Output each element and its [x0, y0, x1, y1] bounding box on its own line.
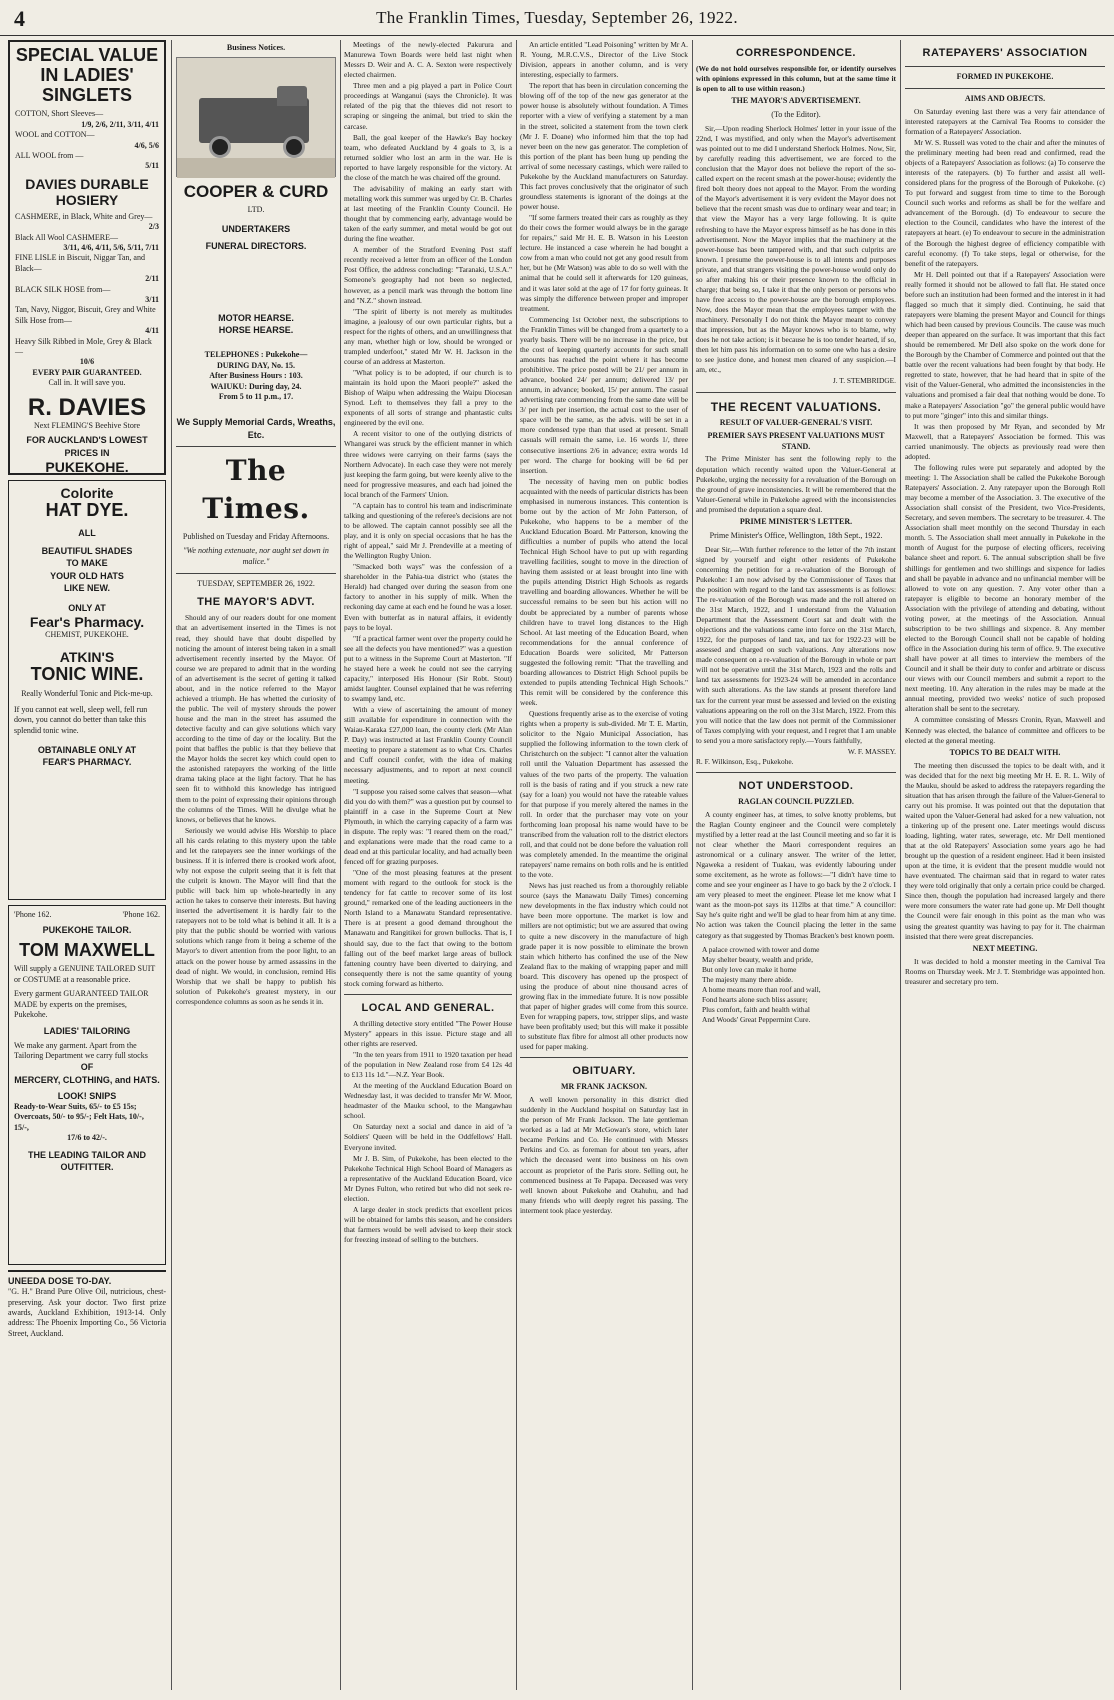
- verse-line: A palace crowned with tower and dome: [702, 944, 820, 954]
- ad-line: HORSE HEARSE.: [218, 325, 294, 336]
- ad-price: 4/11: [145, 326, 159, 336]
- news-paragraph: It was then proposed by Mr Ryan, and seconded by Mr Maxwell, that a Ratepayers' Association be formed. This was carried unanimously. The objects as previously read were then adopted.: [905, 421, 1105, 461]
- not-understood-title: NOT UNDERSTOOD.: [738, 779, 854, 792]
- ad-line: FINE LISLE in Biscuit, Niggar Tan, and Black—: [15, 253, 145, 273]
- ad-line: Fear's Pharmacy.: [29, 614, 145, 631]
- telephone-line: DURING DAY, No. 15.: [216, 360, 296, 370]
- news-paragraph: On Saturday evening last there was a very fair attendance of interested ratepayers at the Carnival Tea Rooms to consider the formation of a Ratepayers' Association.: [905, 106, 1105, 136]
- newspaper-header: The Franklin Times, Tuesday, September 26, 1922.: [376, 8, 738, 27]
- telephone-line: From 5 to 11 p.m., 17.: [218, 391, 294, 401]
- ratepayers-subtitle: AIMS AND OBJECTS.: [964, 93, 1046, 103]
- ad-line: ONLY AT: [68, 603, 106, 614]
- ad-phone: 'Phone 162.: [122, 910, 160, 919]
- ad-line: FEAR'S PHARMACY.: [42, 757, 132, 768]
- news-paragraph: The following rules were put separately and adopted by the meeting: 1. The Association shall be called the Pukekohe Borough Ratepayers' Association. 2. Any ratepayer upon the Borough Roll may become a member of the Association. 3. The executive of the Association shall consist of the President, two Vice-Presidents, Secretary, and seven members. The secretary to be treasurer. 4. The Association shall meet monthly on the second Thursday in each month. 5. The Association shall meet annually in Pukekohe in the month of August for the purpose of electing officers, receiving balance sheet and report. 6. The annual subscription shall be five shillings for gentlemen and two shillings and sixpence for ladies and shall be payable in advance and no unfinancial member will be allowed to vote on any question. 7. Any voter other than a ratepayer is eligible to become an honorary member of the Association with the privilege of attending and debating, without voting power, at the meetings of the Association. Annual subscription to be two shillings and sixpence. 8. Any member elected to the Borough Council shall not be capable of holding office in the Association during his term of office. 9. The executive shall have power at all times to interview the members of the Council and it shall be their duty to confer and arbitrate or discuss our views with our Council members and submit a report to the next meeting. 10. Any alteration in the rules may be made at the annual meeting, provided two weeks' notice of such proposed alteration shall be sent to the secretary.: [905, 462, 1105, 714]
- verse-line: Fond hearts alone such bliss assure;: [702, 994, 808, 1004]
- not-understood-subtitle: RAGLAN COUNCIL PUZZLED.: [738, 796, 854, 806]
- ad-line: Colorite: [60, 485, 114, 501]
- ad-line: Ready-to-Wear Suits, 65/- to £5 15s; Overcoats, 50/- to 95/-; Felt Hats, 10/-, 15/-,: [14, 1102, 144, 1132]
- ad-line: YOUR OLD HATS: [50, 570, 124, 581]
- telephone-line: TELEPHONES : Pukekohe—: [204, 350, 308, 360]
- news-paragraph: A large dealer in stock predicts that excellent prices will be obtained for lambs this season, and he considers that farmers would be well advised to keep their stock for freezing instead of selling to the butchers.: [344, 1204, 512, 1245]
- ad-brand: DAVIES DURABLE HOSIERY: [25, 175, 149, 208]
- ad-headline: HAT DYE.: [45, 500, 129, 521]
- column-rule: [516, 40, 517, 1690]
- ad-line: LADIES' TAILORING: [43, 1026, 131, 1037]
- ad-price: 2/11: [145, 274, 159, 284]
- news-paragraph: The advisability of making an early start with metalling work this summer was urged by Cr. B. Charles at last meeting of the Franklin County Council. He thought that by commencing early, advantage would be taken of the early summer, and metal would be got out during the fine weather.: [344, 183, 512, 244]
- ad-price: 3/11: [145, 295, 159, 305]
- page-number: 4: [14, 6, 25, 31]
- news-paragraph: The Prime Minister has sent the following reply to the deputation which recently waited upon the Valuer-General at Pukekohe, urging the necessity for a revaluation of the Borough on the ground of grave inconsistencies. It will be remembered that the Valuer-General while in Pukekohe agreed with the inconsistencies and promised the deputation a square deal.: [696, 454, 896, 514]
- ad-line: BEAUTIFUL SHADES: [41, 546, 133, 557]
- ad-line: 17/6 to 42/-.: [67, 1133, 107, 1143]
- ad-line: OBTAINABLE ONLY AT: [37, 745, 137, 756]
- news-paragraph: A committee consisting of Messrs Cronin, Ryan, Maxwell and Kennedy was elected, the balance of committee and officers to be elected at the general meeting.: [905, 715, 1105, 745]
- column-rule: [171, 40, 172, 1690]
- advert-verse: [696, 945, 896, 1026]
- fears-pharmacy-advert: [8, 480, 166, 900]
- letter-recipient: R. F. Wilkinson, Esq., Pukekohe.: [696, 756, 794, 766]
- correspondence-title: CORRESPONDENCE.: [736, 47, 856, 59]
- times-logo: The Times.: [202, 453, 310, 525]
- ad-line: ATKIN'S: [59, 648, 115, 665]
- hearse-illustration: [176, 57, 336, 177]
- news-paragraph: The report that has been in circulation concerning the blowing off of the top of the new gas generator at the power house is absolutely without foundation. A Times reporter with a view of verifying a statement by a man in the street, solicited a statement from the town clerk (Mr J. F. Doane) who informed him that the top had never been on the new gas generator. The completion of this portion of the plant has been hung up pending the arrival of some necessary castings, which were railed to Pukekohe by the Auckland manufacturers on Saturday. This fact proves conclusively that the originator of such groundless statements is ignorant of the doings at the power house.: [520, 81, 688, 211]
- ad-line: FUNERAL DIRECTORS.: [205, 240, 307, 251]
- news-paragraph: "If some farmers treated their cars as roughly as they do their cows the former would always be in the garage for repairs," said Mr H. E. B. Watson in his Leeston lecture. He instanced a case wherein he had bought a cow from a man who could not get any good result from her, but he (Mr Watson) was able to do so well with the animal that he could sell it afterwards for 120 guineas, and it was later sold at the age of 17 for forty guineas. It was simply the difference between proper and improper treatment.: [520, 213, 688, 313]
- correspondence-note: (We do not hold ourselves responsible for, or identify ourselves with opinions expressed in this column, but at the same time it is open to all to use within reason.): [696, 63, 896, 94]
- times-publication: Published on Tuesday and Friday Afternoons.: [182, 531, 330, 541]
- letter-salutation: (To the Editor).: [771, 110, 821, 120]
- ad-line: Tan, Navy, Niggor, Biscuit, Grey and White Silk Hose from—: [15, 305, 156, 325]
- ad-price: 3/11, 4/6, 4/11, 5/6, 5/11, 7/11: [63, 243, 159, 253]
- news-paragraph: The meeting then discussed the topics to be dealt with, and it was decided that for the next big meeting Mr H. E. R. L. Wily of the Mauku, should be asked to address the ratepayers regarding the situation that has arisen through the failure of the Valuer-General to carry out his promise. It was pointed out that the deputation that waited upon the Valuer-General had asked for a new valuation, not a tinkering up of the present one. Later meetings would discuss loading, lighting, water rates, sewerage, etc. Mr Dell mentioned that at the old Ratepayers' Association some years ago he had brought up the question of a resident engineer. Had it been insisted upon at the time, it is evident that the present muddle would not have eventuated. The chairman said that in regard to water rates they were told originally that only a certain price could be charged. Since then, though the population had increased largely and there were more consumers the water rate had gone up. Mr Dell thought the Council were fair enough in this point as the man who was using the greatest quantity was having to pay for it. The chairman insisted that there were great discrepancies.: [905, 760, 1105, 941]
- news-paragraph: A member of the Stratford Evening Post staff recently received a letter from an officer of the London Post Office, the address concluding: "Taranaki, U.S.A." Someone's geography had not been so neglected, however, as a pencil mark was through the bottom line and "N.Z." shown instead.: [344, 245, 512, 305]
- ad-line: CHEMIST, PUKEKOHE.: [45, 630, 129, 640]
- ad-line: We make any garment. Apart from the Tailoring Department we carry full stocks: [14, 1040, 148, 1060]
- news-paragraph: A county engineer has, at times, to solve knotty problems, but the Raglan County engineer and the Council were completely mystified by a letter read at the last Council meeting and so far it is not clear whether the Maori correspondent requires an astronomical or a culinary answer. The writer of the letter, Ngaweka a resident of Tuakau, was evidently labouring under some excitement, as he wrote as follows:—"I didn't have time to come and see your engineer as I have to go back by the 2 o'clock. I am very pleased to meet the engineer. Please let me know what I want as the moon-pot says its 112lbs at that time." A councillor: Say he's quite right and we'll be glad to hear from him at any time. No action was taken the Council placing the letter in the same category as that suggested by Thomas Bracken's best known poem.: [696, 809, 896, 940]
- ad-line: WOOL and COTTON—: [15, 130, 95, 140]
- ad-line: EVERY PAIR GUARANTEED.: [32, 367, 142, 377]
- ad-line: TO MAKE: [66, 558, 108, 569]
- ad-line: ALL WOOL from —: [15, 150, 84, 160]
- news-paragraph: "Smacked both ways" was the confession of a shareholder in the Pahia-tua district who (states the Herald) had changed over during the season from one factory to another in his supply of milk. When the reckoning day came at each end he found he was a loser. Even with butterfat as in natural affairs, it evidently pays to be loyal.: [344, 562, 512, 632]
- ratepayers-subtitle: FORMED IN PUKEKOHE.: [956, 71, 1054, 81]
- ad-price: 4/6, 5/6: [134, 140, 159, 150]
- news-paragraph: Mr H. Dell pointed out that if a Ratepayers' Association were really formed it should not be allowed to fall flat. He stated once before such an institution had been formed and the interest in it had flagged so much that it simply died. Continuing, he said that ratepayers were blaming the present Mayor and Council for things which had been caused by previous Councils. The cause was much deeper than appeared on the surface. It was important that this fact should be remembered. Mr Dell also spoke on the work done for the Borough by the Chamber of Commerce and pointed out that the battle over the recent valuations had been fought by that body. He regretted to state, however, that he had heard that in spite of the visit of the Valuer-General, who admitted the inconsistencies in the valuations and promised a fair deal that nothing would be done. To make a Ratepayers' Association "go" the general public would have to put more "ginger" into this and similar things.: [905, 269, 1105, 420]
- news-paragraph: Ball, the goal keeper of the Hawke's Bay hockey team, who defeated Auckland by 4 goals to 3, is a returned soldier who lost an arm in the war. He is reported to have largely responsible for the victory. At the close of the match he was chaired off the ground.: [344, 132, 512, 182]
- ad-line: Next FLEMING'S Beehive Store: [33, 420, 141, 430]
- news-paragraph: "What policy is to be adopted, if our church is to maintain its hold upon the Maori people?" asked the Bishop of Waipu when addressing the Waipu Diocesan Synod. Left to themselves they fall a prey to the exponents of all sorts of strange and phantastic cults engineered by the evil one.: [344, 368, 512, 428]
- column-3: [344, 40, 512, 1690]
- ad-line: Black All Wool CASHMERE—: [15, 232, 118, 242]
- letter-dateline: Prime Minister's Office, Wellington, 18th Sept., 1922.: [709, 530, 883, 540]
- verse-line: May shelter beauty, wealth and pride,: [702, 954, 813, 964]
- ad-phone: 'Phone 162.: [14, 910, 52, 919]
- column-rule: [900, 40, 901, 1690]
- firm-name: COOPER & CURD: [183, 181, 329, 201]
- letter-signature: J. T. STEMBRIDGE.: [832, 376, 896, 386]
- news-paragraph: The necessity of having men on public bodies acquainted with the needs of particular districts has been emphasised in numerous instances. This contention is borne out by the action of Mr John Patterson, of Pukekohe, who happens to be a member of the Auckland Education Board. Mr Patterson, knowing the difficulties a number of pupils who attend the local Technical High School have to put up with regarding travelling facilities, sought to move in the direction of having them assisted or at least brought into line with the pupils attending District High Schools as regards travelling and boarding allowances. Whether he will be successful remains to be seen but his action will no doubt be appreciated by a number of parents whose children have to travel long distances to the High School. At last meeting of the Education Board, when recommendations for the annual conference of Education Boards were solicited, Mr Patterson suggested the following remit: "That the travelling and boarding allowances to District High School pupils be extended to pupils attending Technical High Schools." This remit will be considered by the conference this week.: [520, 476, 688, 708]
- ad-line: PUKEKOHE.: [45, 458, 129, 475]
- ad-line: MOTOR HEARSE.: [218, 312, 294, 323]
- topics-title: TOPICS TO BE DEALT WITH.: [949, 747, 1061, 757]
- ad-line: Really Wonderful Tonic and Pick-me-up.: [21, 688, 153, 698]
- news-paragraph: "I suppose you raised some calves that season—what did you do with them?" was a question put by counsel to plaintiff in a case in the Supreme Court at New Plymouth, in which the carrying capacity of a farm was in dispute. The reply was: "I reared them on the road," and explanations were made that the road came to a dead end at this particular locality, and had actually been fenced off for grazing purposes.: [344, 786, 512, 866]
- ad-line: PUKEKOHE TAILOR.: [42, 925, 132, 936]
- ad-body: "G. H." Brand Pure Olive Oil, nutricious, chest-preserving. Ask your doctor. Two first prize awards, Auckland Exhibition, 1913-14. Only address: The Phoenix Importing Co., 56 Victoria Street, Auckland.: [8, 1287, 166, 1338]
- obituary-text: A well known personality in this district died suddenly in the Auckland hospital on Saturday last in the person of Mr Frank Jackson. The late gentleman worked as a lad at Mr McGowan's store, which later became Perkins and Co. He continued with Messrs Perkins and Co. as foreman for about ten years, after which the deceased went into business on his own account as proprietor of the Paris store. Selling out, he commenced business at Te Papapa. Deceased was very well known about Pukekohe and Otahuhu, and had many friends who will deeply regret his passing. The interment took place yesterday.: [520, 1095, 688, 1215]
- next-meeting-title: NEXT MEETING.: [972, 943, 1038, 953]
- ad-price: 10/6: [79, 357, 95, 367]
- news-paragraph: An article entitled "Lead Poisoning" written by Mr A. R. Young, M.R.C.V.S., Director of the Live Stock Division, appears in another column, and is very interesting, especially to farmers.: [520, 40, 688, 80]
- news-paragraph: Mr W. S. Russell was voted to the chair and after the minutes of the preliminary meeting had been read and confirmed, read the objects of a Ratepayers' Association as follows: (a) To conserve the interests of the ratepayers. (b) To further and assist all well-considered plans for the progress of the Borough of Pukekohe. (c) To put forward and suggest from time to time to the Borough Council such works and reforms as shall be for the welfare and advancement of the Borough. (d) To endeavour to secure the election to the Council, candidates who have the interest of the ratepayers at heart. (e) To endeavour to secure in the administration of the Borough the highest degree of efficiency compatible with careful economy. (f) To take steps, legal or otherwise, for the benefit of the ratepayers.: [905, 137, 1105, 268]
- valuations-title: THE RECENT VALUATIONS.: [710, 399, 882, 414]
- editorial-paragraph: Should any of our readers doubt for one moment that an advertisement inserted in the Times is not read, they should have that doubt dispelled by noticing the amount of interest being taken in a small advertisement recently inserted by the Mayor. Of course we are prepared to admit that in the wording of an advertisement is the secret of getting it talked about, and in the notice referred to the Mayor achieved a triumph. He has whetted the curiosity of the public. The veil of mystery shrouds the power house and the man in the street has assumed the detective faculty and can give solutions which vary according to the time of day or the locality. But the point that baffles the public is that they believe that the Mayor holds the secret key which could open to the astonished ratepayers the working of the little drama taking place at the light factory. That he has seen fit to withhold this knowledge has intrigued them to the point of expressing their opinions through the columns of the Times. Will he divulge what he knows, or believes that he knows.: [176, 613, 336, 824]
- ad-line: Heavy Silk Ribbed in Mole, Grey & Black—: [15, 336, 152, 356]
- davies-advert: [8, 40, 166, 475]
- ad-price: 2/3: [148, 222, 159, 232]
- ad-line: UNDERTAKERS: [221, 224, 291, 235]
- tom-maxwell-advert: [8, 905, 166, 1265]
- edition-date: TUESDAY, SEPTEMBER 26, 1922.: [197, 578, 315, 588]
- editorial-title: THE MAYOR'S ADVT.: [197, 596, 315, 609]
- ad-line: CASHMERE, in Black, White and Grey—: [15, 211, 153, 221]
- telephone-line: WAIUKU: During day, 24.: [210, 381, 302, 391]
- news-paragraph: News has just reached us from a thoroughly reliable source (says the Manawatu Daily Times) concerning new developments in the flax industry which could not have been more opportune. The market is low and millers are not optimistic; but we are assured that owing to quite a new discovery in the manufacture of high grade paper it is now possible to eliminate the brown stain which hitherto has confined the use of the New Zealand flax to the making of wrapping paper and mill board. This discovery has opened up the prospect of using the produce of about nine thousand acres of growing flax in the immediate future. It is now possible that paper of higher grades will come from this source. Even for wrapping papers, tow, stripper slips, and waste have been profitably used; but this will make it possible to substitute flax fibre for almost all other products now used for paper making.: [520, 881, 688, 1052]
- supply-line: We Supply Memorial Cards, Wreaths, Etc.: [176, 417, 336, 440]
- verse-line: But only love can make it home: [702, 964, 797, 974]
- ad-headline: SPECIAL VALUE IN LADIES' SINGLETS: [15, 45, 159, 105]
- news-paragraph: On Saturday next a social and dance in aid of 'a Soldiers' Queen will be held in the Oddfellows' Hall. Everyone invited.: [344, 1122, 512, 1152]
- letter-signature: W. F. MASSEY.: [847, 746, 896, 756]
- column-2: [176, 40, 336, 1690]
- news-paragraph: A thrilling detective story entitled "The Power House Mystery" appears in this issue. Picture stage and all other rights are reserved.: [344, 1018, 512, 1048]
- ad-line: Call in. It will save you.: [48, 378, 126, 388]
- ad-line: COTTON, Short Sleeves—: [15, 109, 104, 119]
- ad-line: If you cannot eat well, sleep well, fell run down, you cannot do better than take this splendid tonic wine.: [14, 705, 148, 735]
- verse-line: A home means more than roof and wall,: [702, 984, 821, 994]
- telephone-line: After Business Hours : 103.: [209, 371, 303, 381]
- times-motto: "We nothing extenuate, nor aught set down in malice.": [183, 545, 329, 566]
- obituary-name: MR FRANK JACKSON.: [561, 1082, 647, 1092]
- letter-title: THE MAYOR'S ADVERTISEMENT.: [731, 96, 861, 106]
- news-paragraph: "One of the most pleasing features at the present moment with regard to the outlook for stock is the tendency for fat cattle to recover some of its lost ground," remarked one of the leading auctioneers in the North Island to a Manawatu Standard representative. There is at present a good demand throughout the Manawatu and Rangitikei for grown bullocks. That is, I should say, due to the fact that owing to the bottom falling out of the beef market large areas of bullock fattening country have been diverted to dairying, and consequently there is not the same quantity of young stock coming forward as hitherto.: [344, 868, 512, 988]
- valuations-subtitle: PREMIER SAYS PRESENT VALUATIONS MUST STAND.: [707, 430, 885, 451]
- column-1-ads: [8, 40, 166, 1690]
- news-paragraph: Meetings of the newly-elected Pakurura and Manurewa Town Boards were held last night when Messrs D. Weir and A. C. A. Sexton were respectively elected chairmen.: [344, 40, 512, 80]
- masthead: [0, 0, 1114, 36]
- ad-headline: TONIC WINE.: [30, 663, 144, 684]
- business-notices-label: Business Notices.: [226, 43, 286, 52]
- ad-headline: UNEEDA DOSE TO-DAY.: [8, 1276, 112, 1286]
- news-paragraph: Commencing 1st October next, the subscriptions to the Franklin Times will be changed from a quarterly to a yearly basis. There will be no increase in the price, but the cost of keeping quarterly accounts for such small amounts has reached the point where it has become prohibitive. The price posted will be 21/ per annum in advance, booked 24/ per annum; delivered 13/ per annum, in advance; booked, 15/ per annum. The casual advertising rate commencing from the same date will be 3/ per inch per insertion, the actual cost to the user of space will be the same, as the advis. will be set in a more condensed type than that used at present. Small casuals will remain the same, i.e. 16 words 1/, three consecutive insertions 2/6 in advance; extra words 1d per word. The charge for booking will be 6d per insertion.: [520, 314, 688, 475]
- news-paragraph: "A captain has to control his team and indiscriminate talking and questioning of the referee's decisions are not to be allowed. The captain cannot possibly see all the play, and it is only on special occasions that he has the right of appeal," said Mr J. Prendeville at a meeting of the Wellington Rugby Union.: [344, 500, 512, 561]
- news-paragraph: At the meeting of the Auckland Education Board on Wednesday last, it was decided to transfer Mr W. Moor, headmaster of the Mauku school, to the Mangawhau school.: [344, 1081, 512, 1121]
- ad-price: 1/9, 2/6, 2/11, 3/11, 4/11: [81, 119, 159, 129]
- news-paragraph: "In the ten years from 1911 to 1920 taxation per head of the population in New Zealand rose from £4 12s 4d to £13 11s 1d."—N.Z. Year Book.: [344, 1049, 512, 1080]
- verse-line: The majesty many there abide.: [702, 974, 793, 984]
- local-general-title: LOCAL AND GENERAL.: [361, 1001, 495, 1014]
- letter-body: Sir,—Upon reading Sherlock Holmes' letter in your issue of the 22nd, I was mystified, and only when the Mayor's advertisement was pointed out to me did I understand Sherlock Holmes. Now, Sir, by carefully reading this advertisement, we are forced to the conclusion that the Mayor does not believe the report of the so-called expert on the recent smash at the power-house; evidently the fired bolt theory does not appeal to the Mayor. From the wording of the Mayor's advertisement it is very evident the Mayor does not believe that the recent smash was due to ordinary wear and tear; in that view the Mayor has a very large following. It is quite refreshing to have the Mayor express himself as he has done in this advertisement. Now the Mayor implies that the machinery at the power-house has been tampered with, and that such culprits are known. I presume the power-house is to all intents and purposes private, and that strangers visiting the power-house would only do so after making his or their presence known to the official in charge; that being so, I take it that the only person or persons who have free access to the power-house are the borough employees. Now, does the Mayor mean that the employees tamper with the machinery. Personally I do not think the Mayor meant to convey that impression, but as the Mayor knows who is to blame, why does he not take action; is it because he is too tender hearted, if so, then let him pass his information on to some one who has a desire to see justice done, and honest men cleared of any suspicion.—I am, etc.,: [696, 123, 896, 375]
- obituary-title: OBITUARY.: [572, 1065, 636, 1078]
- news-paragraph: A recent visitor to one of the outlying districts of Whangarei was struck by the efficient manner in which three widows were carrying on their farms (says the Northern Advocate). In each case they were not merely just keeping the farm going, but were keenly alive to the need for progressive measures, and each had joined the local branch of the Farmers' Union.: [344, 429, 512, 499]
- verse-line: Plus comfort, faith and health withal: [702, 1004, 810, 1014]
- column-6: [905, 40, 1105, 1690]
- news-paragraph: "If a practical farmer went over the property could he see all the defects you have mentioned?" was a question put to a witness in the Supreme Court at Masterton. "If he stayed here a week he could not see the carrying capacity," interposed His Honour (Sir Robt. Stout) amidst laughter. Counsel explained that he was referring to swampy land, etc.: [344, 633, 512, 703]
- ad-headline: TOM MAXWELL: [19, 939, 155, 960]
- news-paragraph: It was decided to hold a monster meeting in the Carnival Tea Rooms on Thursday week. Mr J. T. Stembridge was appointed hon. treasurer and secretary pro tem.: [905, 956, 1105, 986]
- ad-shop-name: R. DAVIES: [27, 393, 147, 421]
- ad-line: MERCERY, CLOTHING, and HATS.: [14, 1074, 160, 1085]
- ad-line: ALL: [78, 527, 96, 538]
- ad-line: LOOK! SNIPS: [57, 1090, 117, 1101]
- column-4: [520, 40, 688, 1690]
- news-paragraph: Three men and a pig played a part in Police Court proceedings at Wanganui (says the Chronicle). It was related of the pig that the thieves did not resort to scraping or singeing the animal, but tried to skin the carcase.: [344, 81, 512, 131]
- column-5: [696, 40, 896, 1690]
- news-paragraph: Questions frequently arise as to the exercise of voting rights when a property is sub-divided. Mr T. E. Martin, solicitor to the Ngaio Municipal Association, has supplied the following information to the town clerk of Christchurch on the subject: "I cannot alter the valuation roll until the Valuation Department has assessed the values of the two parts of the property. The valuation roll is the basis of rating and if you struck a new rate (say for a loan) you would not have the rateable values for that purpose if you merely altered the names in the roll. In order that the purchaser may vote on your forthcoming loan proposal his name would have to be transcribed from the valuation roll to the district electors roll, and that could not be done before the valuation roll was completely amended. In the meantime the original ratepayers' name remains on both rolls and he is entitled to the vote.: [520, 709, 688, 880]
- ad-line: Will supply a GENUINE TAILORED SUIT or COSTUME at a reasonable price.: [14, 964, 156, 984]
- ad-line: BLACK SILK HOSE from—: [15, 284, 111, 294]
- ratepayers-title: RATEPAYERS' ASSOCIATION: [922, 47, 1088, 59]
- ad-line: OF: [80, 1062, 94, 1073]
- ad-price: 5/11: [145, 161, 159, 171]
- ad-line: FOR AUCKLAND'S LOWEST PRICES IN: [26, 435, 148, 458]
- ad-line: Every garment GUARANTEED TAILOR MADE by experts on the premises, Pukekohe.: [14, 989, 149, 1019]
- column-rule: [692, 40, 693, 1690]
- letter-body: Dear Sir,—With further reference to the letter of the 7th instant signed by yourself and eight other residents of Pukekohe concerning the petition for a re-valuation of the Borough of Pukekohe: I am now advised by the Commissioner of Taxes that the position with regard to the land tax assessments is as follows: The re-valuation of the Borough was made and the roll altered on the 31st March, 1922, and I understand from the Valuation Department that the Assessment Court sat and dealt with the objections and the valuations came into force on the 31st March, 1922, for the purposes of land tax, and tax for 1922-23 will be assessed and charged on such valuations. Any alterations now made consequent on a re-valuation of the Borough in whole or part will not be operative until the 31st March, 1923 and the rolls and land tax assessments for 1923-24 will be amended in accordance with such alterations. As the law stands at present therefore land tax for the current year must be assessed and levied on the existing valuations appearing on the roll on the 31st March, 1922. From this you will notice that the law does not permit of the Commissioner of Taxes complying with your request, and I regret that I am unable to send you a more satisfactory reply.—Yours faithfully,: [696, 544, 896, 745]
- news-paragraph: Mr J. B. Sim, of Pukekohe, has been elected to the Pukekohe Technical High School Board of Managers as a representative of the Auckland Education Board, vice Mr Dynes Fulton, who retired but who did not seek re-election.: [344, 1153, 512, 1203]
- news-paragraph: "The spirit of liberty is not merely as multitudes imagine, a jealousy of our own particular rights, but a respect for the rights of others, and an unwillingness that any man, whether high or low, should be wronged or trampled underfoot," stated Mr W. H. Jackson in the course of an address at Masterton.: [344, 306, 512, 366]
- letter-title: PRIME MINISTER'S LETTER.: [739, 516, 853, 526]
- olive-oil-advert: [8, 1270, 166, 1339]
- news-paragraph: With a view of ascertaining the amount of money still available for expenditure in connection with the Waiau-Karaka £27,000 loan, the county clerk (Mr Alan P. Day) was instructed at last Franklin County Council meeting to prepare a statement as to what Crs. Charles and Cuff council confer, with the idea of making necessary adjustments, and to report at next council meeting.: [344, 705, 512, 785]
- ad-line: LIKE NEW.: [63, 582, 110, 593]
- column-rule: [340, 40, 341, 1690]
- verse-line: And Woods' Great Peppermint Cure.: [702, 1015, 811, 1025]
- valuations-subtitle: RESULT OF VALUER-GENERAL'S VISIT.: [719, 417, 873, 427]
- editorial-paragraph: Seriously we would advise His Worship to place all his cards relating to this mystery upon the table and let the ratepayers see the inner workings of the business. If it is inferred there is crooked work afoot, why not expose the culprit seeing that it is felt that the culprit is known. The Mayor will find that the public will back him up whole-heartedly in any action he takes to conserve their interests. But having inserted the advertisement it is hardly fair to the ratepayers not to be told what is behind it all. It is a pity that the public should be worried with various solutions which range from it being a scheme of the Mayor's to divert attention from the poor light, to an attack on the power house by armed assassins in the dead of night. We would, in conclusion, remind His Worship that we shall be happy to publish his solution of Pukekohe's greatest mystery, in our correspondence columns as soon as he sends it in.: [176, 825, 336, 1006]
- ad-line: THE LEADING TAILOR AND OUTFITTER.: [28, 1149, 146, 1172]
- firm-sub: LTD.: [247, 204, 265, 214]
